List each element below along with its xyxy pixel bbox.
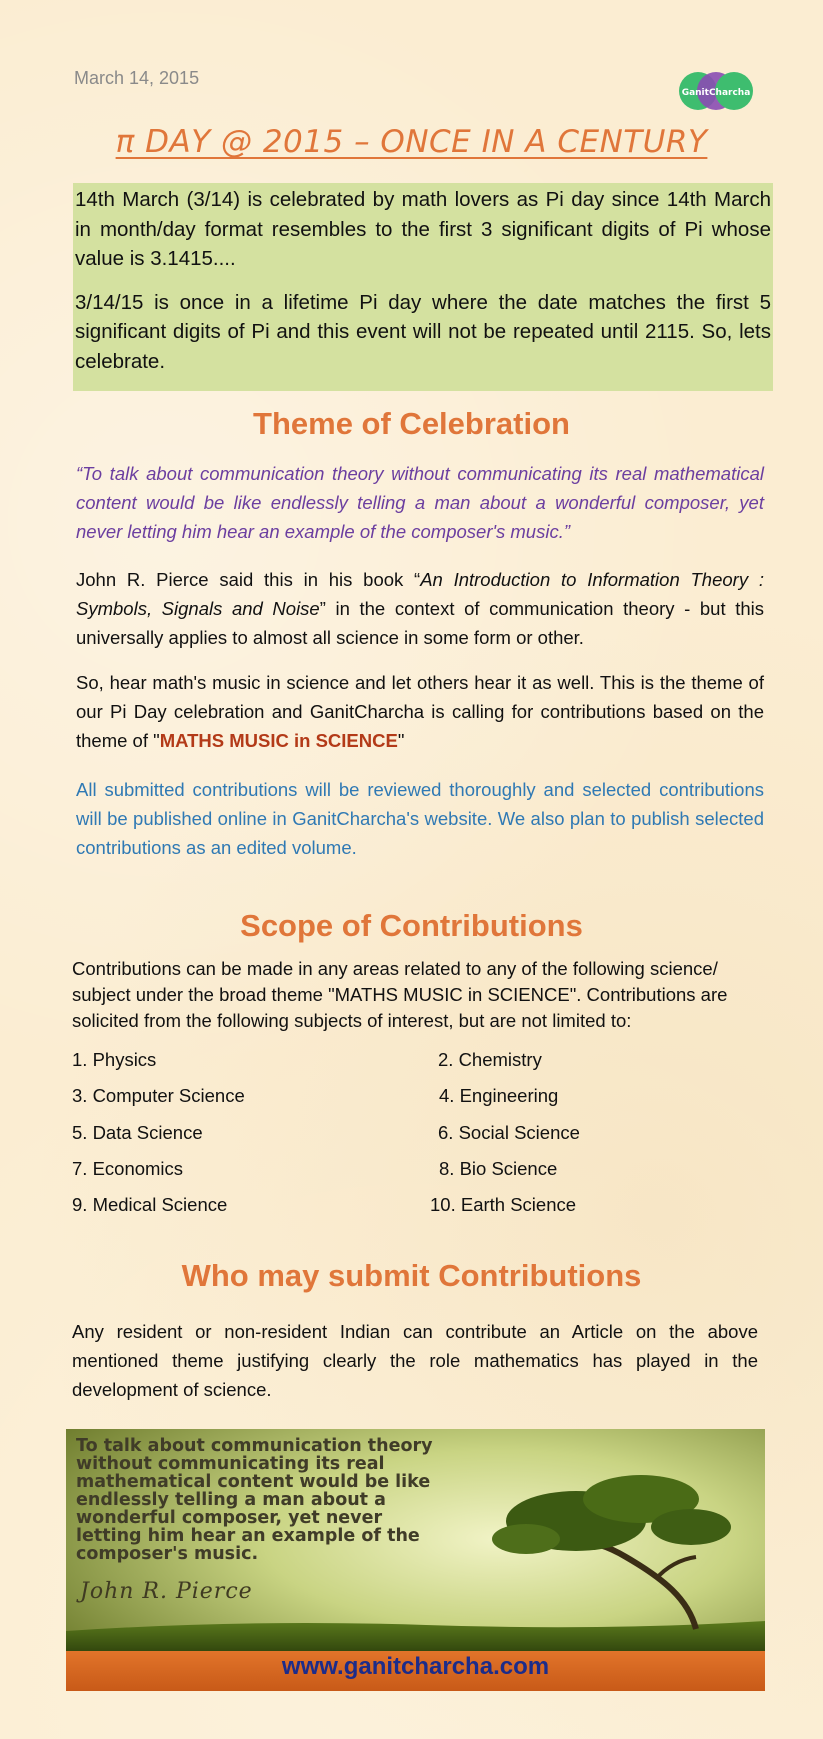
theme-highlight: MATHS MUSIC in SCIENCE — [159, 730, 398, 751]
subject-item: 3. Computer Science — [72, 1085, 245, 1106]
scope-heading: Scope of Contributions — [240, 908, 583, 943]
banner-quote-line: To talk about communication theory — [76, 1436, 433, 1456]
subject-item: 2. Chemistry — [438, 1049, 542, 1070]
review-note: All submitted contributions will be reviewed thoroughly and selected contributions will be published online in GanitCharcha's website. We also plan to publish selected contributions as an edited volume. — [76, 779, 764, 858]
ganitcharcha-logo[interactable] — [676, 68, 756, 114]
banner-quote-line: mathematical content would be like — [76, 1472, 431, 1492]
logo-text: GanitCharcha — [681, 88, 751, 98]
theme-heading: Theme of Celebration — [253, 406, 570, 441]
who-heading: Who may submit Contributions — [181, 1258, 642, 1293]
subject-item: 8. Bio Science — [439, 1158, 558, 1179]
subject-item: 1. Physics — [72, 1049, 157, 1070]
subject-item: 4. Engineering — [439, 1085, 559, 1106]
intro-paragraph-2: 3/14/15 is once in a lifetime Pi day where the date matches the first 5 significant digits of Pi and this event will not be repeated until 2115. So, lets celebrate. — [75, 290, 771, 373]
para2-text-b: " — [397, 730, 405, 751]
banner-quote — [76, 1437, 596, 1563]
who-text: Any resident or non-resident Indian can contribute an Article on the above mentioned theme justifying clearly the role mathematics has played in the development of science. — [72, 1321, 758, 1400]
subject-item: 5. Data Science — [72, 1122, 203, 1143]
banner-quote-line: wonderful composer, yet never — [76, 1508, 383, 1528]
scope-intro: Contributions can be made in any areas related to any of the following science/ subject under the broad theme "MATHS MUSIC in SCIENCE". Contributions are solicited from the following subjects of interest, but are not limited to: — [72, 958, 728, 1031]
date: March 14, 2015 — [74, 68, 200, 88]
page-title: π DAY @ 2015 – ONCE IN A CENTURY — [115, 124, 708, 160]
para1-text-a: John R. Pierce said this in his book “ — [76, 569, 421, 590]
intro-box — [73, 183, 773, 391]
banner-quote-line: letting him hear an example of the — [76, 1526, 420, 1546]
theme-paragraph-2 — [76, 668, 764, 755]
subject-item: 10. Earth Science — [430, 1194, 577, 1215]
website-link[interactable]: www.ganitcharcha.com — [281, 1653, 550, 1680]
para1-text-b: ” in the context of communication theory - but this universally applies to almost all science in some form or other. — [76, 598, 765, 648]
theme-paragraph-1 — [76, 565, 764, 652]
banner-quote-line: endlessly telling a man about a — [76, 1490, 386, 1510]
subject-item: 6. Social Science — [438, 1122, 580, 1143]
intro-paragraph-1: 14th March (3/14) is celebrated by math lovers as Pi day since 14th March in month/day format resembles to the first 3 significant digits of Pi whose value is 3.1415.... — [75, 188, 771, 270]
subject-item: 7. Economics — [72, 1158, 184, 1179]
banner-author: John R. Pierce — [80, 1579, 253, 1604]
banner-quote-line: without communicating its real — [76, 1454, 385, 1474]
pierce-quote: “To talk about communication theory without communicating its real mathematical content would be like endlessly telling a man about a wonderful composer, yet never letting him hear an example of the composer's music.” — [76, 463, 764, 542]
book-title: An Introduction to Information Theory : Symbols, Signals and Noise — [76, 569, 764, 619]
para2-text-a: So, hear math's music in science and let others hear it as well. This is the theme of our Pi Day celebration and GanitCharcha is calling for contributions based on the theme of " — [76, 672, 764, 751]
banner-quote-line: composer's music. — [76, 1544, 259, 1564]
subject-item: 9. Medical Science — [72, 1194, 228, 1215]
quote-banner — [66, 1429, 765, 1691]
